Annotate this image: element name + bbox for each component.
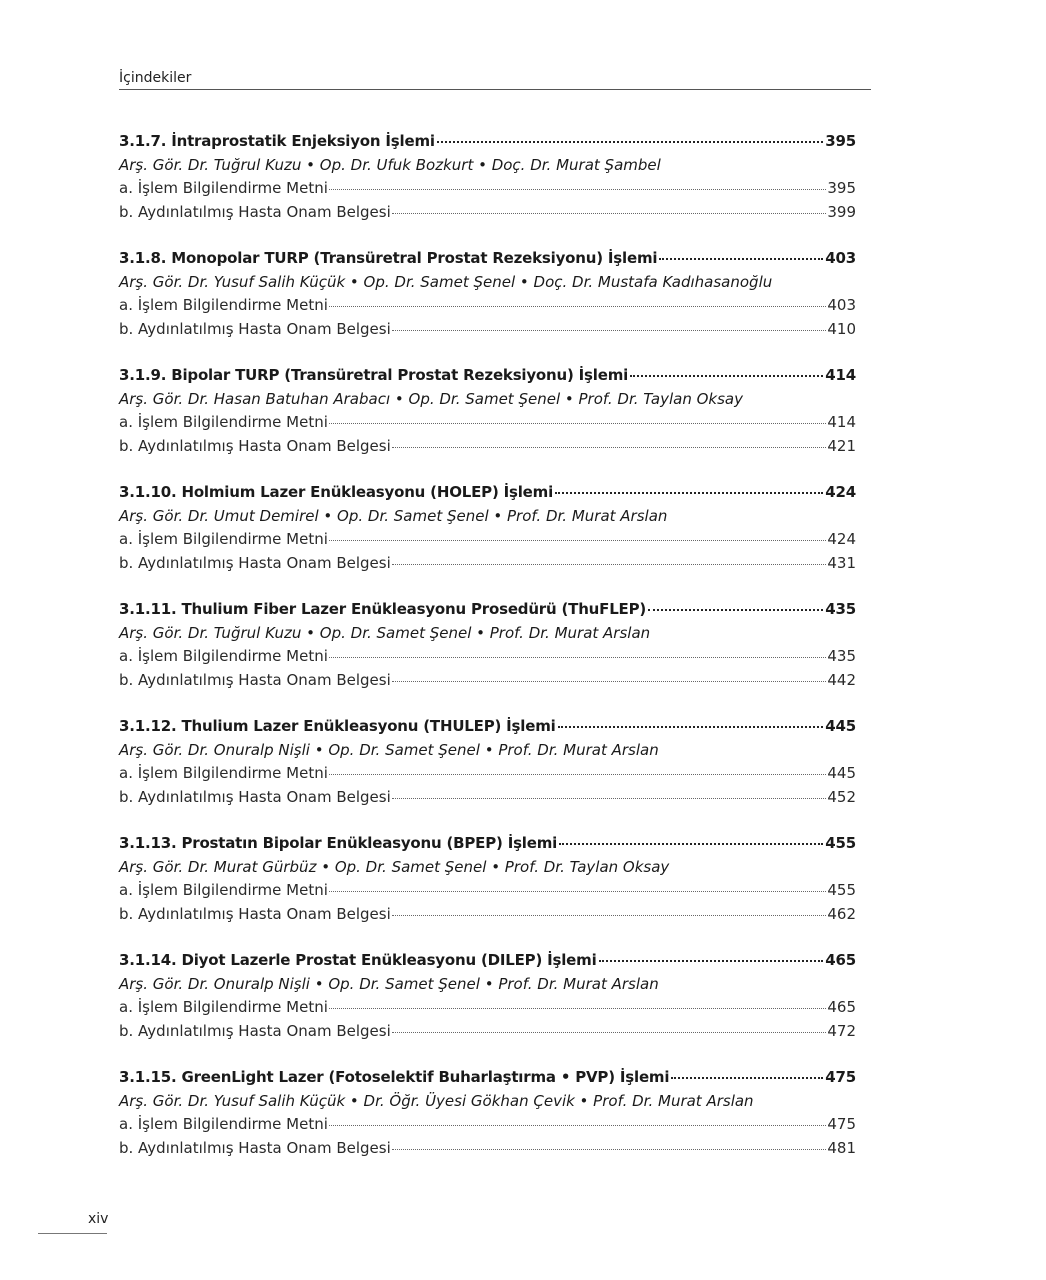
- toc-subentry-label: b. Aydınlatılmış Hasta Onam Belgesi: [119, 904, 391, 923]
- toc-entry-page: 414: [825, 366, 856, 384]
- toc-entry-authors: Arş. Gör. Dr. Yusuf Salih Küçük • Dr. Öğr. Üyesi Gökhan Çevik • Prof. Dr. Murat Arslan: [119, 1091, 754, 1110]
- toc-entry-authors: Arş. Gör. Dr. Yusuf Salih Küçük • Op. Dr. Samet Şenel • Doç. Dr. Mustafa Kadıhasanoğlu: [119, 272, 773, 291]
- toc-subentry-label: a. İşlem Bilgilendirme Metni: [119, 881, 328, 899]
- toc-entry-title: 3.1.11. Thulium Fiber Lazer Enükleasyonu Prosedürü (ThuFLEP): [119, 600, 647, 618]
- dot-leader: [329, 306, 826, 307]
- toc-entry-title: 3.1.8. Monopolar TURP (Transüretral Prostat Rezeksiyonu) İşlemi: [119, 249, 658, 267]
- toc-subentry-page: 435: [827, 647, 856, 665]
- toc-subentry-b[interactable]: [119, 318, 856, 342]
- toc-subentry-label: a. İşlem Bilgilendirme Metni: [119, 647, 328, 665]
- toc-entry-title-line[interactable]: [119, 247, 856, 271]
- dot-leader: [329, 1008, 826, 1009]
- toc-subentry-label: a. İşlem Bilgilendirme Metni: [119, 296, 328, 314]
- toc-entry-authors: Arş. Gör. Dr. Onuralp Nişli • Op. Dr. Samet Şenel • Prof. Dr. Murat Arslan: [119, 740, 659, 759]
- running-head: İçindekiler: [119, 70, 871, 90]
- toc-entry-page: 403: [825, 249, 856, 267]
- toc-entry-title-line[interactable]: [119, 481, 856, 505]
- toc-subentry-a[interactable]: [119, 411, 856, 435]
- toc-entry-title-line[interactable]: [119, 949, 856, 973]
- dot-leader: [392, 1032, 827, 1033]
- dot-leader: [392, 447, 827, 448]
- footer-rule: [38, 1233, 107, 1234]
- dot-leader: [392, 330, 827, 331]
- toc-entry-page: 435: [825, 600, 856, 618]
- toc-entry: [119, 1066, 856, 1183]
- page-number: xiv: [88, 1211, 109, 1227]
- toc-entry-title: 3.1.15. GreenLight Lazer (Fotoselektif Buharlaştırma • PVP) İşlemi: [119, 1068, 670, 1086]
- dot-leader: [329, 657, 826, 658]
- toc-subentry-a[interactable]: [119, 294, 856, 318]
- toc-subentry-b[interactable]: [119, 1137, 856, 1161]
- toc-subentry-page: 481: [827, 1138, 856, 1157]
- dot-leader: [329, 891, 826, 892]
- dot-leader: [392, 564, 827, 565]
- toc-subentry-label: a. İşlem Bilgilendirme Metni: [119, 998, 328, 1016]
- toc-entry-title: 3.1.10. Holmium Lazer Enükleasyonu (HOLEP) İşlemi: [119, 483, 554, 501]
- dot-leader: [555, 492, 823, 494]
- dot-leader: [329, 189, 826, 190]
- dot-leader: [599, 960, 824, 962]
- toc-entry: [119, 130, 856, 247]
- toc-subentry-page: 465: [827, 998, 856, 1016]
- toc-subentry-label: a. İşlem Bilgilendirme Metni: [119, 413, 328, 431]
- dot-leader: [392, 681, 827, 682]
- dot-leader: [329, 423, 826, 424]
- toc-subentry-a[interactable]: [119, 177, 856, 201]
- toc-entry: [119, 715, 856, 832]
- dot-leader: [329, 540, 826, 541]
- toc-subentry-label: b. Aydınlatılmış Hasta Onam Belgesi: [119, 1138, 391, 1157]
- toc-subentry-page: 452: [827, 787, 856, 806]
- toc-subentry-page: 414: [827, 413, 856, 431]
- dot-leader: [329, 1125, 826, 1126]
- toc-subentry-page: 455: [827, 881, 856, 899]
- toc-entry-page: 395: [825, 132, 856, 150]
- dot-leader: [329, 774, 826, 775]
- toc-subentry-page: 424: [827, 530, 856, 548]
- toc-entry-authors: Arş. Gör. Dr. Tuğrul Kuzu • Op. Dr. Ufuk Bozkurt • Doç. Dr. Murat Şambel: [119, 155, 661, 174]
- dot-leader: [659, 258, 823, 260]
- toc-entry: [119, 364, 856, 481]
- toc-entry-authors: Arş. Gör. Dr. Umut Demirel • Op. Dr. Samet Şenel • Prof. Dr. Murat Arslan: [119, 506, 668, 525]
- toc-subentry-b[interactable]: [119, 903, 856, 927]
- toc-entry-page: 424: [825, 483, 856, 501]
- toc-subentry-a[interactable]: [119, 996, 856, 1020]
- toc-subentry-label: b. Aydınlatılmış Hasta Onam Belgesi: [119, 787, 391, 806]
- toc-subentry-b[interactable]: [119, 435, 856, 459]
- toc-subentry-page: 475: [827, 1115, 856, 1133]
- toc-subentry-page: 403: [827, 296, 856, 314]
- toc-subentry-page: 399: [827, 202, 856, 221]
- toc-subentry-page: 445: [827, 764, 856, 782]
- toc-subentry-b[interactable]: [119, 201, 856, 225]
- toc-entry-title: 3.1.9. Bipolar TURP (Transüretral Prostat Rezeksiyonu) İşlemi: [119, 366, 629, 384]
- toc-entry: [119, 832, 856, 949]
- dot-leader: [392, 1149, 827, 1150]
- toc-entry-page: 475: [825, 1068, 856, 1086]
- toc-subentry-page: 410: [827, 319, 856, 338]
- toc-subentry-b[interactable]: [119, 669, 856, 693]
- toc-entry: [119, 481, 856, 598]
- toc-entry-authors: Arş. Gör. Dr. Murat Gürbüz • Op. Dr. Samet Şenel • Prof. Dr. Taylan Oksay: [119, 857, 670, 876]
- toc-entry-title-line[interactable]: [119, 364, 856, 388]
- dot-leader: [630, 375, 823, 377]
- toc-subentry-label: a. İşlem Bilgilendirme Metni: [119, 530, 328, 548]
- toc-entry: [119, 247, 856, 364]
- toc-entry-authors: Arş. Gör. Dr. Hasan Batuhan Arabacı • Op. Dr. Samet Şenel • Prof. Dr. Taylan Oksay: [119, 389, 743, 408]
- toc-entry: [119, 949, 856, 1066]
- dot-leader: [559, 843, 823, 845]
- toc-entry-title: 3.1.14. Diyot Lazerle Prostat Enükleasyonu (DILEP) İşlemi: [119, 951, 597, 969]
- toc-subentry-label: a. İşlem Bilgilendirme Metni: [119, 179, 328, 197]
- toc-subentry-b[interactable]: [119, 786, 856, 810]
- toc-subentry-page: 472: [827, 1021, 856, 1040]
- toc-subentry-a[interactable]: [119, 645, 856, 669]
- toc-entry-page: 455: [825, 834, 856, 852]
- dot-leader: [671, 1077, 823, 1079]
- toc-entry-title: 3.1.12. Thulium Lazer Enükleasyonu (THULEP) İşlemi: [119, 717, 556, 735]
- dot-leader: [648, 609, 823, 611]
- toc-subentry-label: a. İşlem Bilgilendirme Metni: [119, 764, 328, 782]
- toc-subentry-b[interactable]: [119, 1020, 856, 1044]
- toc-subentry-label: b. Aydınlatılmış Hasta Onam Belgesi: [119, 202, 391, 221]
- dot-leader: [437, 141, 823, 143]
- toc-subentry-a[interactable]: [119, 1113, 856, 1137]
- toc-subentry-page: 431: [827, 553, 856, 572]
- dot-leader: [392, 915, 827, 916]
- toc-entry-title-line[interactable]: [119, 832, 856, 856]
- toc-entry-page: 465: [825, 951, 856, 969]
- toc-subentry-label: b. Aydınlatılmış Hasta Onam Belgesi: [119, 670, 391, 689]
- table-of-contents: [119, 130, 856, 1183]
- toc-subentry-page: 395: [827, 179, 856, 197]
- toc-subentry-a[interactable]: [119, 879, 856, 903]
- toc-entry-page: 445: [825, 717, 856, 735]
- toc-entry: [119, 598, 856, 715]
- dot-leader: [558, 726, 824, 728]
- toc-entry-title-line[interactable]: [119, 1066, 856, 1090]
- toc-entry-title-line[interactable]: [119, 598, 856, 622]
- toc-entry-authors: Arş. Gör. Dr. Onuralp Nişli • Op. Dr. Samet Şenel • Prof. Dr. Murat Arslan: [119, 974, 659, 993]
- dot-leader: [392, 798, 827, 799]
- toc-subentry-label: a. İşlem Bilgilendirme Metni: [119, 1115, 328, 1133]
- toc-subentry-label: b. Aydınlatılmış Hasta Onam Belgesi: [119, 436, 391, 455]
- toc-subentry-a[interactable]: [119, 762, 856, 786]
- toc-entry-title: 3.1.7. İntraprostatik Enjeksiyon İşlemi: [119, 132, 435, 150]
- toc-subentry-page: 462: [827, 904, 856, 923]
- toc-subentry-a[interactable]: [119, 528, 856, 552]
- toc-entry-title-line[interactable]: [119, 130, 856, 154]
- toc-entry-authors: Arş. Gör. Dr. Tuğrul Kuzu • Op. Dr. Samet Şenel • Prof. Dr. Murat Arslan: [119, 623, 651, 642]
- toc-subentry-b[interactable]: [119, 552, 856, 576]
- dot-leader: [392, 213, 827, 214]
- toc-subentry-page: 442: [827, 670, 856, 689]
- toc-subentry-page: 421: [827, 436, 856, 455]
- toc-subentry-label: b. Aydınlatılmış Hasta Onam Belgesi: [119, 1021, 391, 1040]
- toc-subentry-label: b. Aydınlatılmış Hasta Onam Belgesi: [119, 553, 391, 572]
- toc-subentry-label: b. Aydınlatılmış Hasta Onam Belgesi: [119, 319, 391, 338]
- toc-entry-title-line[interactable]: [119, 715, 856, 739]
- toc-entry-title: 3.1.13. Prostatın Bipolar Enükleasyonu (BPEP) İşlemi: [119, 834, 558, 852]
